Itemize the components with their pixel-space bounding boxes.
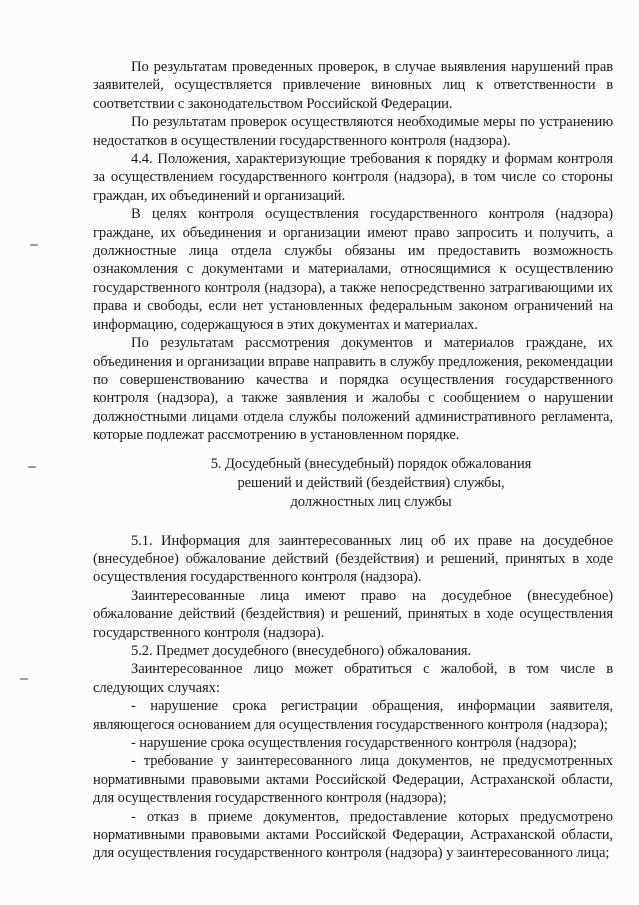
paragraph: Заинтересованное лицо может обратиться с жалобой, в том числе в следующих случаях: bbox=[93, 661, 613, 696]
section-heading-line: 5. Досудебный (внесудебный) порядок обжалования bbox=[210, 455, 532, 472]
list-item: - требование у заинтересованного лица документов, не предусмотренных нормативными правовыми актами Российской Федерации, Астраханской области, для осуществления государственного контроля (надзора); bbox=[93, 753, 613, 807]
section-heading-line: должностных лиц службы bbox=[290, 493, 452, 510]
paragraph: 4.4. Положения, характеризующие требования к порядку и формам контроля за осуществлением государственного контроля (надзора), в том числе со стороны граждан, их объединений и организаций. bbox=[93, 151, 613, 204]
paragraph: В целях контроля осуществления государственного контроля (надзора) граждане, их объединения и организации имеют право запросить и получить, а должностные лица отдела службы обязаны им предоставить возможность ознакомления с документами и материалами, относящимися к осуществлению государственного контроля (надзора), а также непосредственно затрагивающими их права и свободы, если нет установленных федеральным законом ограничений на информацию, содержащуюся в этих документах и материалах. bbox=[93, 206, 613, 333]
paragraph: Заинтересованные лица имеют право на досудебное (внесудебное) обжалование действий (бездействия) и решений, принятых в ходе осуществления государственного контроля (надзора). bbox=[93, 587, 613, 641]
scan-mark bbox=[28, 466, 36, 468]
section-heading-line: решений и действий (бездействия) службы, bbox=[237, 474, 505, 491]
paragraph: По результатам проведенных проверок, в случае выявления нарушений прав заявителей, осуществляется привлечение виновных лиц к ответственности в соответствии с законодательством Российской Федерации. bbox=[93, 59, 613, 112]
document-body bbox=[93, 58, 613, 863]
section-heading bbox=[93, 455, 613, 512]
scan-mark bbox=[30, 244, 38, 246]
scan-mark bbox=[20, 678, 28, 680]
list-item: - нарушение срока регистрации обращения, информации заявителя, являющегося основанием для осуществления государственного контроля (надзора); bbox=[93, 698, 613, 733]
list-item: - нарушение срока осуществления государственного контроля (надзора); bbox=[131, 735, 577, 751]
list-item: - отказ в приеме документов, предоставление которых предусмотрено нормативными правовыми актами Российской Федерации, Астраханской области, для осуществления государственного контроля (надзора) у заинтересованного лица; bbox=[93, 808, 613, 862]
paragraph: По результатам рассмотрения документов и материалов граждане, их объединения и организации вправе направить в службу предложения, рекомендации по совершенствованию качества и порядка осуществления государственного контроля (надзора), а также заявления и жалобы с сообщением о нарушении должностными лицами отдела службы положений административного регламента, которые подлежат рассмотрению в установленном порядке. bbox=[93, 335, 613, 444]
paragraph: 5.1. Информация для заинтересованных лиц об их праве на досудебное (внесудебное) обжалование действий (бездействия) и решений, принятых в ходе осуществления государственного контроля (надзора). bbox=[93, 532, 613, 586]
paragraph: 5.2. Предмет досудебного (внесудебного) обжалования. bbox=[131, 642, 472, 659]
paragraph: По результатам проверок осуществляются необходимые меры по устранению недостатков в осуществлении государственного контроля (надзора). bbox=[93, 114, 613, 149]
